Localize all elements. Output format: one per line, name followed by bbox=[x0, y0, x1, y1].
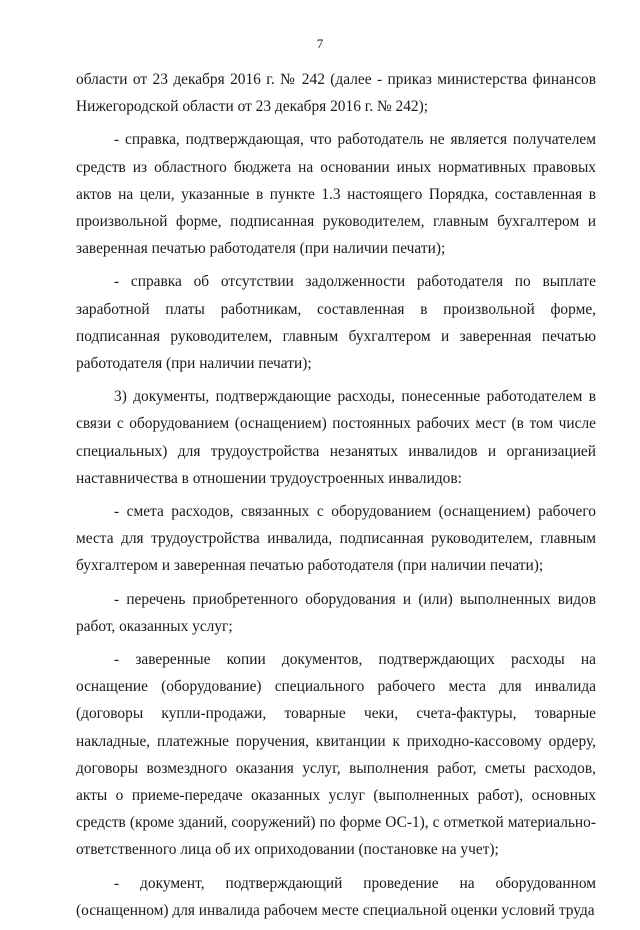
document-body bbox=[76, 66, 596, 930]
paragraph-expense-documents: 3) документы, подтверждающие расходы, понесенные работодателем в связи с оборудованием (оснащением) постоянных рабочих мест (в том числе специальных) для трудоустройства незанятых инвалидов и организацией наставничества в отношении трудоустроенных инвалидов: bbox=[76, 388, 596, 487]
page-number: 7 bbox=[316, 36, 324, 51]
paragraph-continuation: области от 23 декабря 2016 г. № 242 (далее - приказ министерства финансов Нижегородской области от 23 декабря 2016 г. № 242); bbox=[76, 71, 596, 116]
paragraph-working-conditions-assessment: - документ, подтверждающий проведение на оборудованном (оснащенном) для инвалида рабочем месте специальной оценки условий труда bbox=[76, 874, 596, 919]
paragraph-equipment-list: - перечень приобретенного оборудования и (или) выполненных видов работ, оказанных услуг; bbox=[76, 590, 596, 635]
paragraph-budget-certificate: - справка, подтверждающая, что работодатель не является получателем средств из областного бюджета на основании иных нормативных правовых актов на цели, указанные в пункте 1.3 настоящего Порядка, составленная в произвольной форме, подписанная руководителем, главным бухгалтером и заверенная печатью работодателя (при наличии печати); bbox=[76, 131, 596, 258]
paragraph-cost-estimate: - смета расходов, связанных с оборудованием (оснащением) рабочего места для трудоустройства инвалида, подписанная руководителем, главным бухгалтером и заверенная печатью работодателя (при наличии печати); bbox=[76, 503, 596, 575]
paragraph-no-debt-certificate: - справка об отсутствии задолженности работодателя по выплате заработной платы работникам, составленная в произвольной форме, подписанная руководителем, главным бухгалтером и заверенная печатью работодателя (при наличии печати); bbox=[76, 273, 596, 373]
paragraph-certified-copies: - заверенные копии документов, подтверждающих расходы на оснащение (оборудование) специального рабочего места для инвалида (договоры купли-продажи, товарные чеки, счета-фактуры, товарные накладные, платежные поручения, квитанции к приходно-кассовому ордеру, договоры возмездного оказания услуг, выполнения работ, сметы расходов, акты о приеме-передаче оказанных услуг (выполненных работ), основных средств (кроме зданий, сооружений) по форме ОС-1), с отметкой материально-ответственного лица об их оприходовании (постановке на учет); bbox=[76, 651, 596, 859]
